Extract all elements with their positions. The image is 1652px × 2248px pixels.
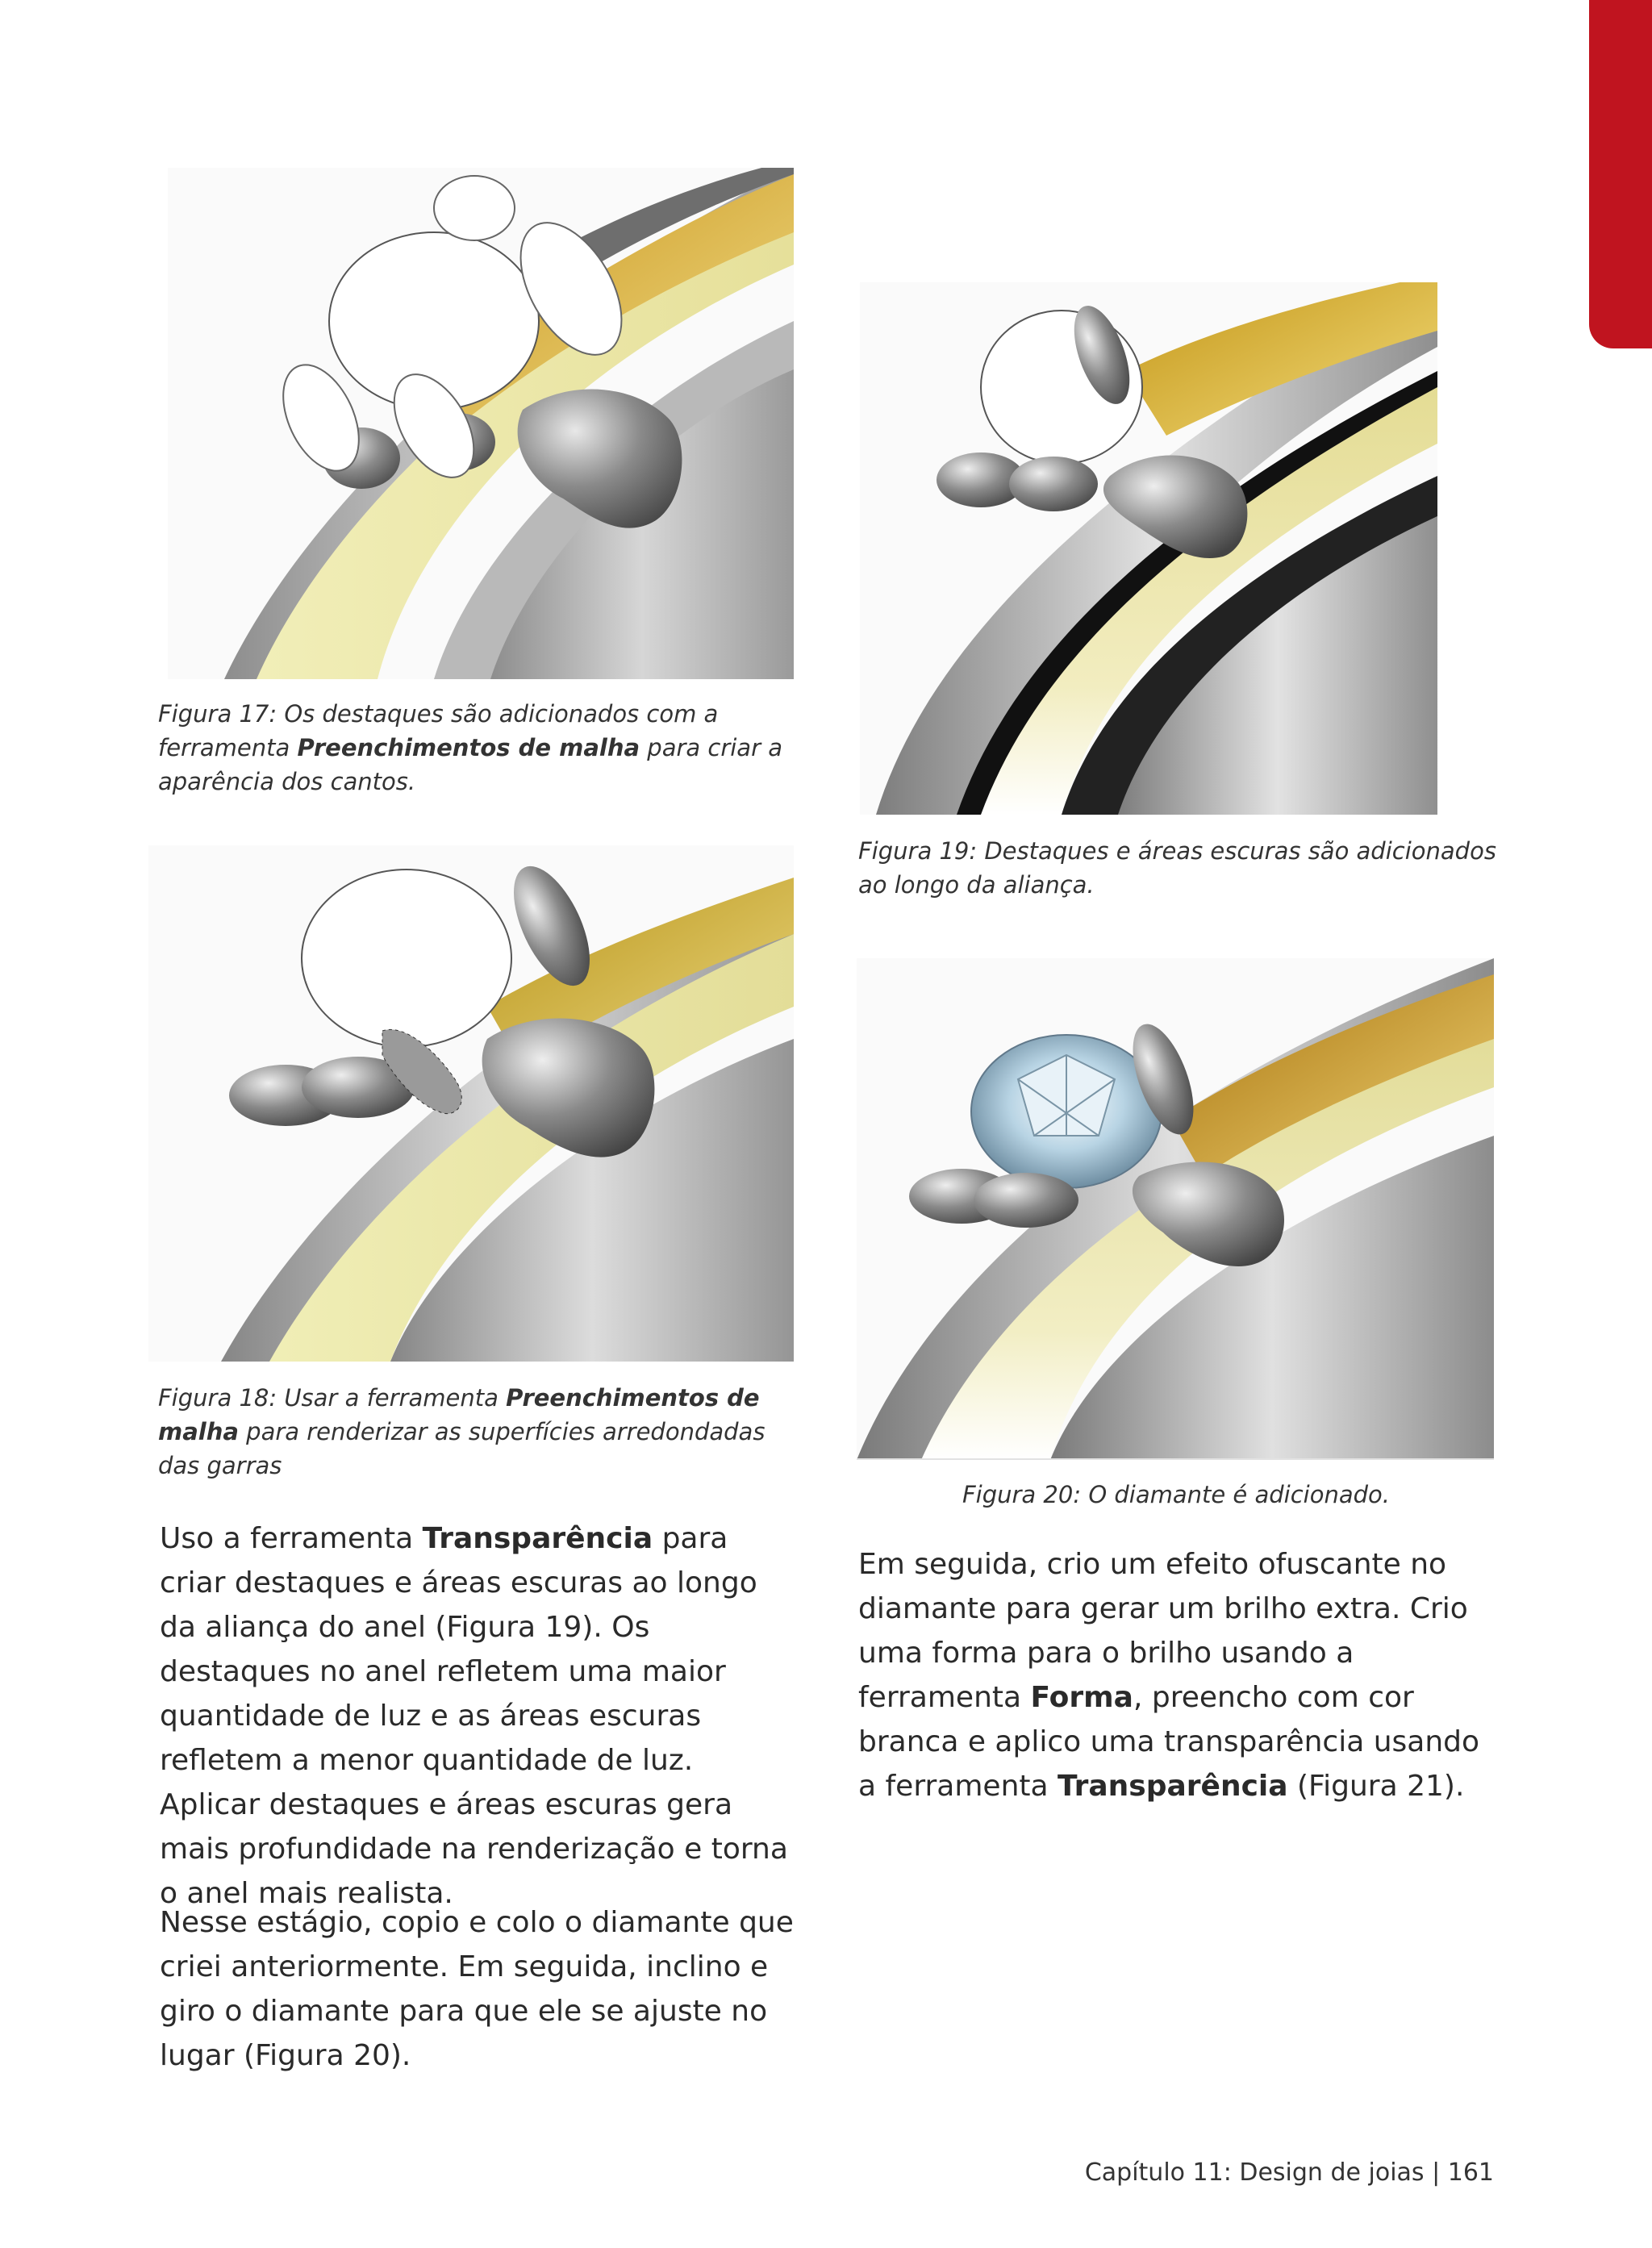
body-paragraph-2: Nesse estágio, copio e colo o diamante que criei anteriormente. Em seguida, inclino e giro o diamante para que ele se ajuste no lugar (Figura 20). [160,1906,794,2072]
figure-17-image [168,168,794,679]
chapter-tab [1589,0,1652,348]
figure-18-image [148,845,794,1362]
figure-20-image [857,958,1494,1460]
body-paragraph-3: Em seguida, crio um efeito ofuscante no diamante para gerar um brilho extra. Crio uma forma para o brilho usando a ferramenta Forma, preencho com cor branca e aplico uma transparência usando a ferramenta Transparência (Figura 21). [858,1548,1480,1803]
body-paragraph-1: Uso a ferramenta Transparência para criar destaques e áreas escuras ao longo da aliança do anel (Figura 19). Os destaques no anel refletem uma maior quantidade de luz e as áreas escuras refletem a menor quantidade de luz. Aplicar destaques e áreas escuras gera mais profundidade na renderização e torna o anel mais realista. [160,1522,788,1910]
figure-20-divider [857,1458,1494,1460]
figure-19-image [860,282,1437,815]
figure-17-caption: Figura 17: Os destaques são adicionados com a ferramenta Preenchimentos de malha para criar a aparência dos cantos. [158,700,782,795]
figure-19-caption: Figura 19: Destaques e áreas escuras são adicionados ao longo da aliança. [858,837,1496,899]
figure-20-caption: Figura 20: O diamante é adicionado. [962,1481,1390,1508]
figure-18-caption: Figura 18: Usar a ferramenta Preenchimentos de malha para renderizar as superfícies arredondadas das garras [158,1384,766,1479]
page-footer: Capítulo 11: Design de joias | 161 [1084,2158,1494,2187]
